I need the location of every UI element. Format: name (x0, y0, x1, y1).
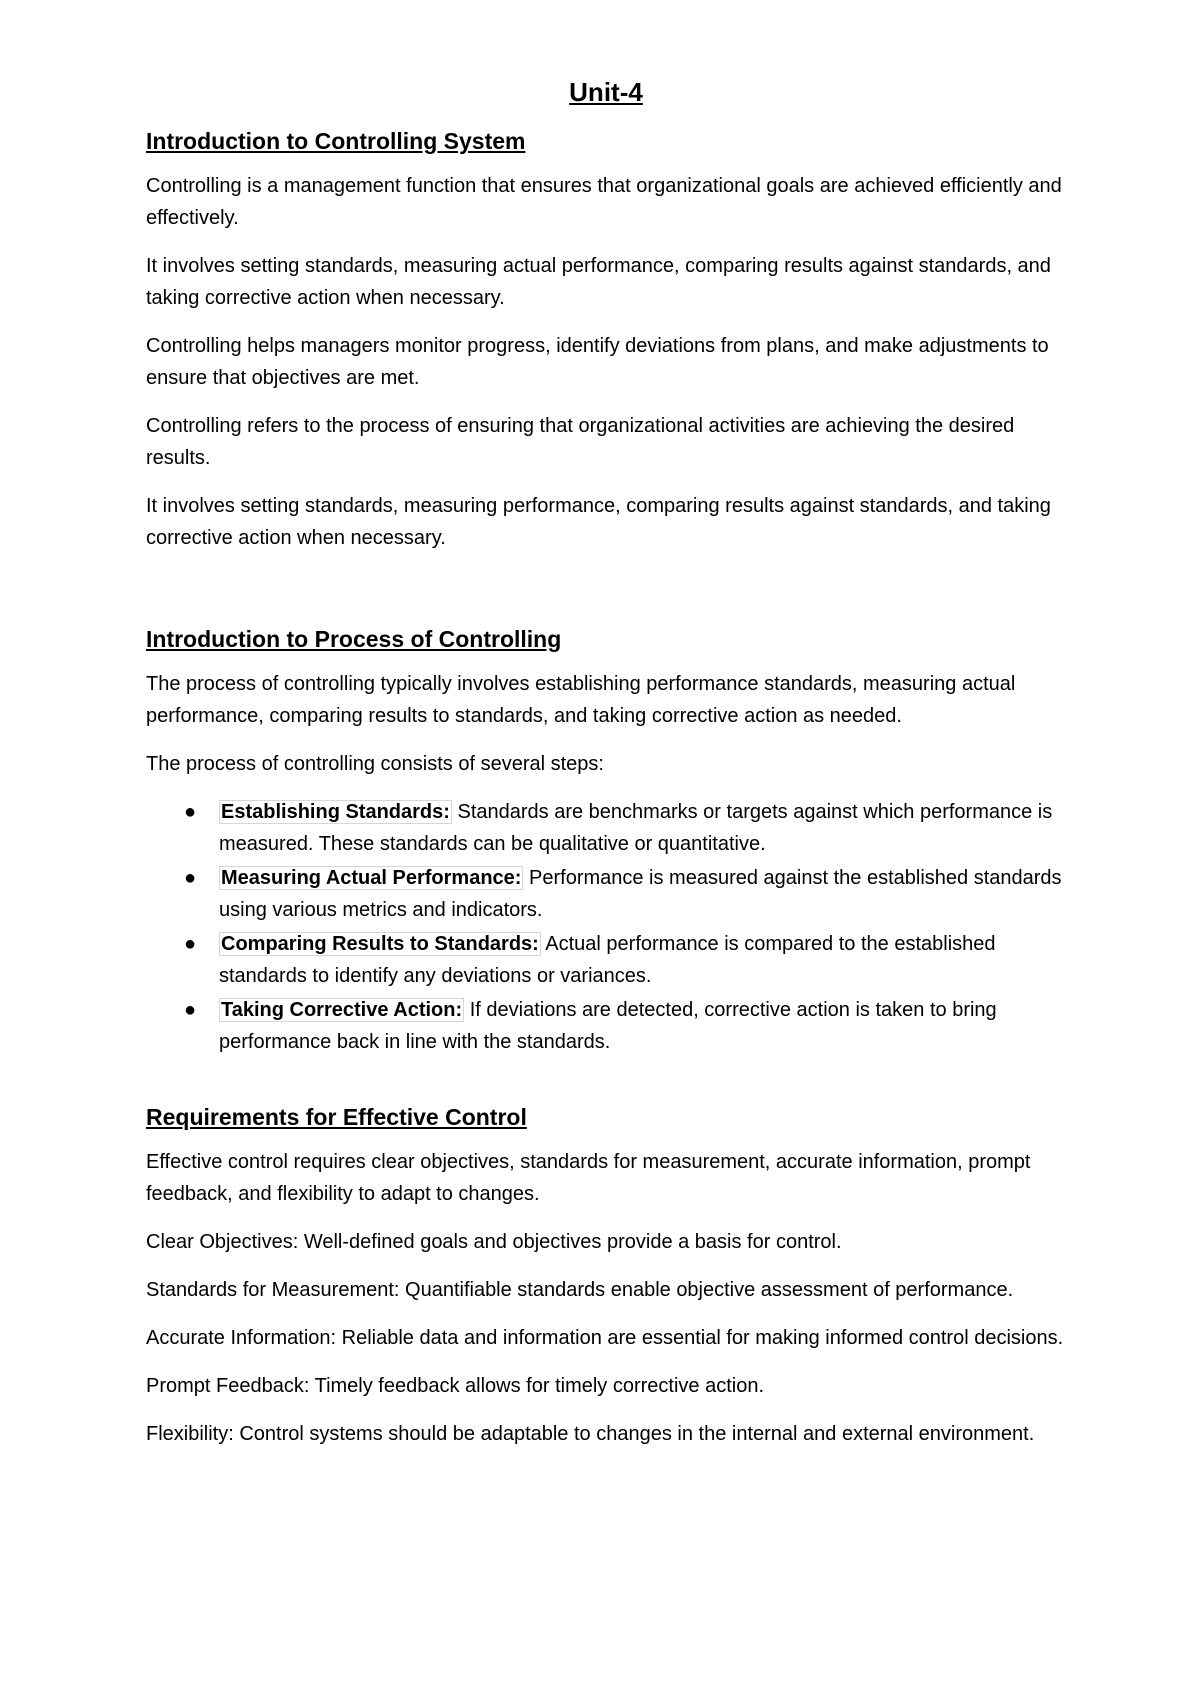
step-description: Performance is measured against the established standards using various metrics and indicators. (219, 867, 1062, 921)
document-page (146, 72, 1066, 1466)
paragraph: Controlling helps managers monitor progress, identify deviations from plans, and make adjustments to ensure that objectives are met. (146, 335, 1049, 389)
paragraph: Controlling refers to the process of ensuring that organizational activities are achieving the desired results. (146, 415, 1015, 469)
paragraph: Effective control requires clear objectives, standards for measurement, accurate information, prompt feedback, and flexibility to adapt to changes. (146, 1151, 1031, 1205)
paragraph: Standards for Measurement: Quantifiable standards enable objective assessment of performance. (146, 1279, 1014, 1301)
paragraph: It involves setting standards, measuring actual performance, comparing results against standards, and taking corrective action when necessary. (146, 255, 1051, 309)
step-term: Comparing Results to Standards: (221, 933, 539, 955)
list-item (184, 862, 1066, 926)
bullet-icon: ● (184, 933, 197, 955)
paragraph: Accurate Information: Reliable data and information are essential for making informed control decisions. (146, 1327, 1064, 1349)
paragraph: Flexibility: Control systems should be adaptable to changes in the internal and external environment. (146, 1423, 1035, 1445)
bullet-icon: ● (184, 867, 197, 889)
section-spacer (146, 570, 1066, 622)
paragraph: It involves setting standards, measuring performance, comparing results against standards, and taking corrective action when necessary. (146, 495, 1051, 549)
section-heading-process-of-controlling: Introduction to Process of Controlling (146, 626, 562, 652)
step-description: If deviations are detected, corrective action is taken to bring performance back in line with the standards. (219, 999, 997, 1053)
step-description: Actual performance is compared to the established standards to identify any deviations or variances. (219, 933, 996, 987)
paragraph: The process of controlling consists of several steps: (146, 753, 604, 775)
list-item (184, 796, 1066, 860)
section-heading-controlling-system: Introduction to Controlling System (146, 128, 526, 154)
step-term: Establishing Standards: (221, 801, 450, 823)
step-term: Taking Corrective Action: (221, 999, 463, 1021)
paragraph: Controlling is a management function that ensures that organizational goals are achieved efficiently and effectively. (146, 175, 1062, 229)
list-item (184, 994, 1066, 1058)
unit-title: Unit-4 (569, 77, 643, 107)
section-heading-effective-control: Requirements for Effective Control (146, 1104, 527, 1130)
paragraph: Prompt Feedback: Timely feedback allows for timely corrective action. (146, 1375, 765, 1397)
step-description: Standards are benchmarks or targets against which performance is measured. These standards can be qualitative or quantitative. (219, 801, 1053, 855)
paragraph: The process of controlling typically involves establishing performance standards, measuring actual performance, comparing results to standards, and taking corrective action as needed. (146, 673, 1016, 727)
steps-list (146, 796, 1066, 1058)
bullet-icon: ● (184, 801, 197, 823)
step-term: Measuring Actual Performance: (221, 867, 522, 889)
bullet-icon: ● (184, 999, 197, 1021)
list-item (184, 928, 1066, 992)
section-spacer (146, 1060, 1066, 1100)
paragraph: Clear Objectives: Well-defined goals and objectives provide a basis for control. (146, 1231, 842, 1253)
